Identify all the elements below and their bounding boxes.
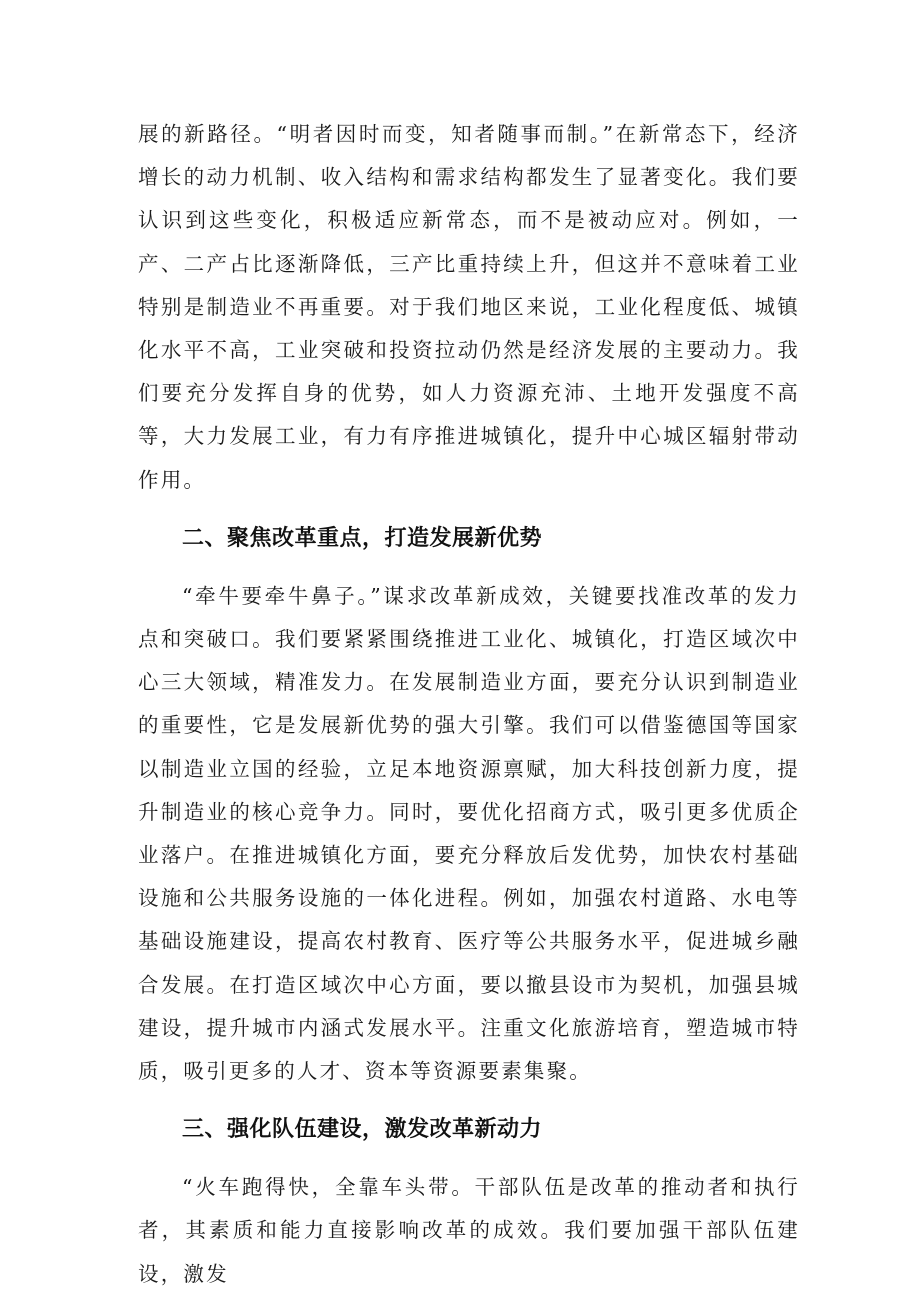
document-body <box>138 113 800 1296</box>
section-heading-2: 二、聚焦改革重点，打造发展新优势 <box>182 525 543 551</box>
paragraph-section-3: “火车跑得快，全靠车头带。干部队伍是改革的推动者和执行者，其素质和能力直接影响改革的成效。我们要加强干部队伍建设，激发 <box>138 1175 800 1286</box>
section-heading-3: 三、强化队伍建设，激发改革新动力 <box>182 1117 543 1143</box>
paragraph-continuation: 展的新路径。“明者因时而变，知者随事而制。”在新常态下，经济增长的动力机制、收入结构和需求结构都发生了显著变化。我们要认识到这些变化，积极适应新常态，而不是被动应对。例如，一产、二产占比逐渐降低，三产比重持续上升，但这并不意味着工业特别是制造业不再重要。对于我们地区来说，工业化程度低、城镇化水平不高，工业突破和投资拉动仍然是经济发展的主要动力。我们要充分发挥自身的优势，如人力资源充沛、土地开发强度不高等，大力发展工业，有力有序推进城镇化，提升中心城区辐射带动作用。 <box>138 122 800 492</box>
paragraph-section-2: “牵牛要牵牛鼻子。”谋求改革新成效，关键要找准改革的发力点和突破口。我们要紧紧围绕推进工业化、城镇化，打造区域次中心三大领域，精准发力。在发展制造业方面，要充分认识到制造业的重要性，它是发展新优势的强大引擎。我们可以借鉴德国等国家以制造业立国的经验，立足本地资源禀赋，加大科技创新力度，提升制造业的核心竞争力。同时，要优化招商方式，吸引更多优质企业落户。在推进城镇化方面，要充分释放后发优势，加快农村基础设施和公共服务设施的一体化进程。例如，加强农村道路、水电等基础设施建设，提高农村教育、医疗等公共服务水平，促进城乡融合发展。在打造区域次中心方面，要以撤县设市为契机，加强县城建设，提升城市内涵式发展水平。注重文化旅游培育，塑造城市特质，吸引更多的人才、资本等资源要素集聚。 <box>138 583 800 1084</box>
